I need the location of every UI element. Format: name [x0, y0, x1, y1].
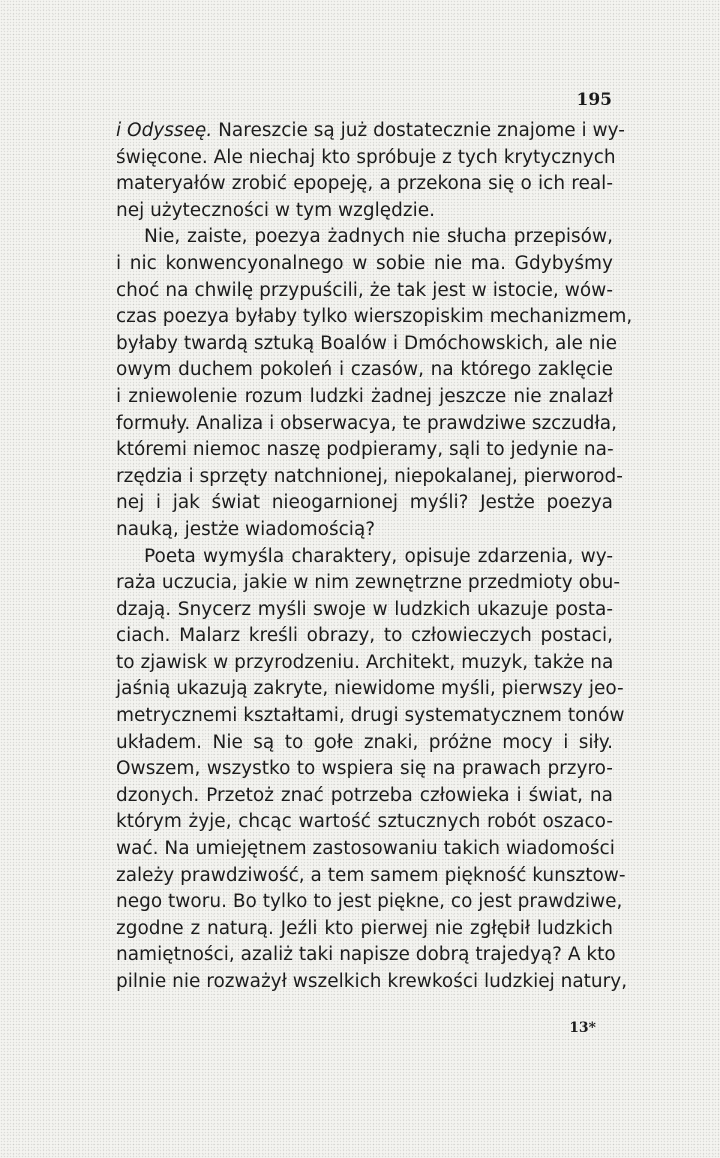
- text-line: choć na chwilę przypuścili, że tak jest w istocie, wów-: [116, 279, 613, 301]
- text-line: metrycznemi kształtami, drugi systematycznem tonów: [116, 705, 625, 727]
- text-line: jaśnią ukazują zakryte, niewidome myśli, pierwszy jeo-: [116, 678, 624, 700]
- text-line: i nic konwencyonalnego w sobie nie ma. Gdybyśmy: [116, 252, 613, 274]
- text-line: Poeta wymyśla charaktery, opisuje zdarzenia, wy-: [144, 545, 613, 567]
- text-line: nego tworu. Bo tylko to jest piękne, co jest prawdziwe,: [116, 891, 623, 913]
- text-line: dzonych. Przetoż znać potrzeba człowieka i świat, na: [116, 784, 613, 806]
- printer-signature: 13*: [569, 1020, 596, 1036]
- text-line: pilnie nie rozważył wszelkich krewkości ludzkiej natury,: [116, 971, 628, 992]
- body-text: [116, 118, 633, 996]
- text-line: byłaby twardą sztuką Boalów i Dmóchowskich, ale nie: [116, 332, 617, 354]
- text-line: święcone. Ale niechaj kto spróbuje z tych krytycznych: [116, 146, 616, 168]
- text-line: nauką, jestże wiadomością?: [116, 518, 376, 540]
- page-number: 195: [576, 90, 612, 110]
- text-line: Owszem, wszystko to wspiera się na prawach przyro-: [116, 758, 613, 780]
- text-line: nej i jak świat nieogarnionej myśli? Jestże poezya: [116, 492, 613, 514]
- text-line: zależy prawdziwość, a tem samem piękność kunsztow-: [116, 864, 626, 886]
- text-line: materyałów zrobić epopeję, a przekona się o ich real-: [116, 173, 613, 195]
- text-line: owym duchem pokoleń i czasów, na którego zaklęcie: [116, 359, 613, 381]
- text-line: i zniewolenie rozum ludzki żadnej jeszcze nie znalazł: [116, 385, 613, 407]
- text-line: Nie, zaiste, poezya żadnych nie słucha przepisów,: [144, 226, 613, 248]
- text-line: [116, 118, 625, 145]
- text-line: którym żyje, chcąc wartość sztucznych robót oszaco-: [116, 811, 613, 833]
- text-line: rzędzia i sprzęty natchnionej, niepokalanej, pierworod-: [116, 465, 623, 487]
- text-line: ciach. Malarz kreśli obrazy, to człowieczych postaci,: [116, 625, 613, 647]
- text-line: zgodne z naturą. Jeźli kto pierwej nie zgłębił ludzkich: [116, 917, 613, 939]
- text-line: raża uczucia, jakie w nim zewnętrzne przedmioty obu-: [116, 572, 621, 594]
- text-segment: Nareszcie są już dostatecznie znajome i wy-: [212, 120, 625, 141]
- text-line: nej użyteczności w tym względzie.: [116, 199, 435, 221]
- text-line: układem. Nie są to gołe znaki, próżne mocy i siły.: [116, 731, 613, 753]
- text-line: czas poezya byłaby tylko wierszopiskim mechanizmem,: [116, 306, 633, 328]
- text-line: wać. Na umiejętnem zastosowaniu takich wiadomości: [116, 838, 615, 860]
- text-line: namiętności, azaliż taki napisze dobrą trajedyą? A kto: [116, 944, 616, 966]
- text-line: któremi niemoc naszę podpieramy, sąli to jedynie na-: [116, 439, 614, 461]
- text-line: formuły. Analiza i obserwacya, te prawdziwe szczudła,: [116, 412, 617, 434]
- text-line: to zjawisk w przyrodzeniu. Architekt, muzyk, także na: [116, 651, 614, 673]
- text-line: dzają. Snycerz myśli swoje w ludzkich ukazuje posta-: [116, 598, 613, 620]
- italic-title: i Odysseę.: [116, 120, 213, 141]
